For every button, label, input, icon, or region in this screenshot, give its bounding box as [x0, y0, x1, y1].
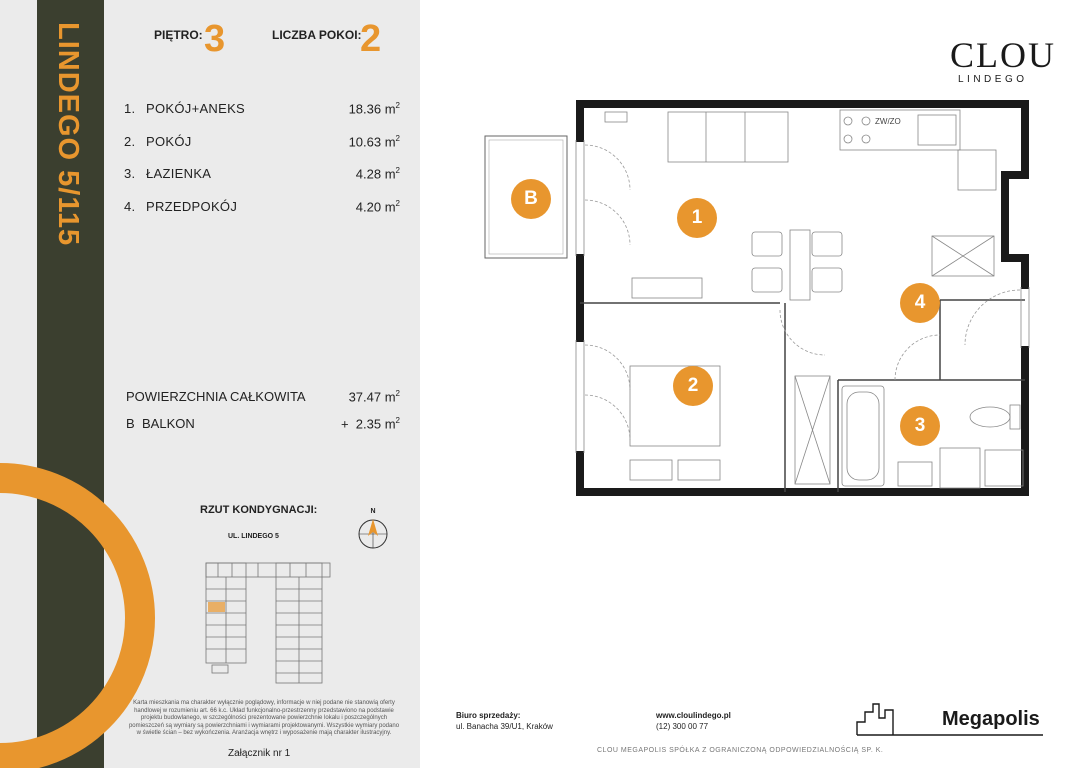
left-info-panel	[0, 0, 420, 768]
attachment-label: Załącznik nr 1	[228, 748, 291, 759]
apartment-floor-plan	[470, 92, 1040, 502]
total-area-label: POWIERZCHNIA CAŁKOWITA	[126, 389, 306, 404]
room-area-3: 4.28 $m^2$	[355, 166, 400, 182]
compass-letter: N	[370, 508, 376, 515]
rooms-count-value: 2	[360, 18, 382, 60]
brand-logo: CLOU	[950, 35, 1056, 75]
room-area-2: 10.63 $m^2$	[348, 134, 400, 150]
room-badge-2: 2	[673, 366, 713, 406]
compass-icon	[355, 505, 391, 551]
company-legal-name: CLOU MEGAPOLIS SPÓŁKA Z OGRANICZONĄ ODPOWIEDZIALNOŚCIĄ SP. K.	[597, 747, 884, 754]
sales-office: Biuro sprzedaży: ul. Banacha 39/U1, Kraków	[456, 711, 553, 731]
room-badge-1: 1	[677, 198, 717, 238]
room-badge-4: 4	[900, 283, 940, 323]
room-row-3: 3. ŁAZIENKA	[124, 166, 212, 181]
building-floor-minimap	[198, 555, 338, 690]
brand-logo-sub: LINDEGO	[958, 74, 1028, 85]
rooms-count-label: LICZBA POKOI:	[272, 28, 362, 42]
developer-logo: Megapolis	[942, 708, 1040, 730]
balcony-row: B BALKON	[126, 416, 195, 431]
contact-info: www.cloulindego.pl (12) 300 00 77	[656, 711, 731, 731]
floor-value: 3	[204, 18, 226, 60]
room-badge-3: 3	[900, 406, 940, 446]
floor-label: PIĘTRO:	[154, 28, 203, 42]
room-row-2: 2. POKÓJ	[124, 134, 192, 149]
appliance-label: ZW/ZO	[875, 117, 901, 126]
street-label: UL. LINDEGO 5	[228, 533, 279, 540]
disclaimer-text: Karta mieszkania ma charakter wyłącznie poglądowy, informacje w niej podane nie stanowią oferty handlowej w rozumieniu art. 66 k.c. Układ funkcjonalno-przestrzenny przedstawiono na podstawie projektu budowlanego, w szczególności prezentowane powierzchnie lokalu i poszczególnych pomieszczeń są wymiary są powierzchniami i wymiarami projektowanymi. Wszystkie wymiary podano w świetle ścian – bez wykończenia. Aranżacja wnętrz i wyposażenie mają charakter ilustracyjny.	[128, 700, 400, 736]
room-area-1: 18.36 $m^2$	[348, 101, 400, 117]
balcony-area-value: + 2.35 $m^2$	[340, 416, 400, 432]
room-row-1: 1. POKÓJ+ANEKS	[124, 101, 246, 116]
balcony-badge: B	[511, 179, 551, 219]
building-vertical-title: LINDEGO 5/115	[52, 22, 84, 247]
total-area-value: 37.47 $m^2$	[348, 389, 400, 405]
room-row-4: 4. PRZEDPOKÓJ	[124, 199, 238, 214]
room-area-4: 4.20 $m^2$	[355, 199, 400, 215]
floor-plan-title: RZUT KONDYGNACJI:	[200, 504, 318, 516]
